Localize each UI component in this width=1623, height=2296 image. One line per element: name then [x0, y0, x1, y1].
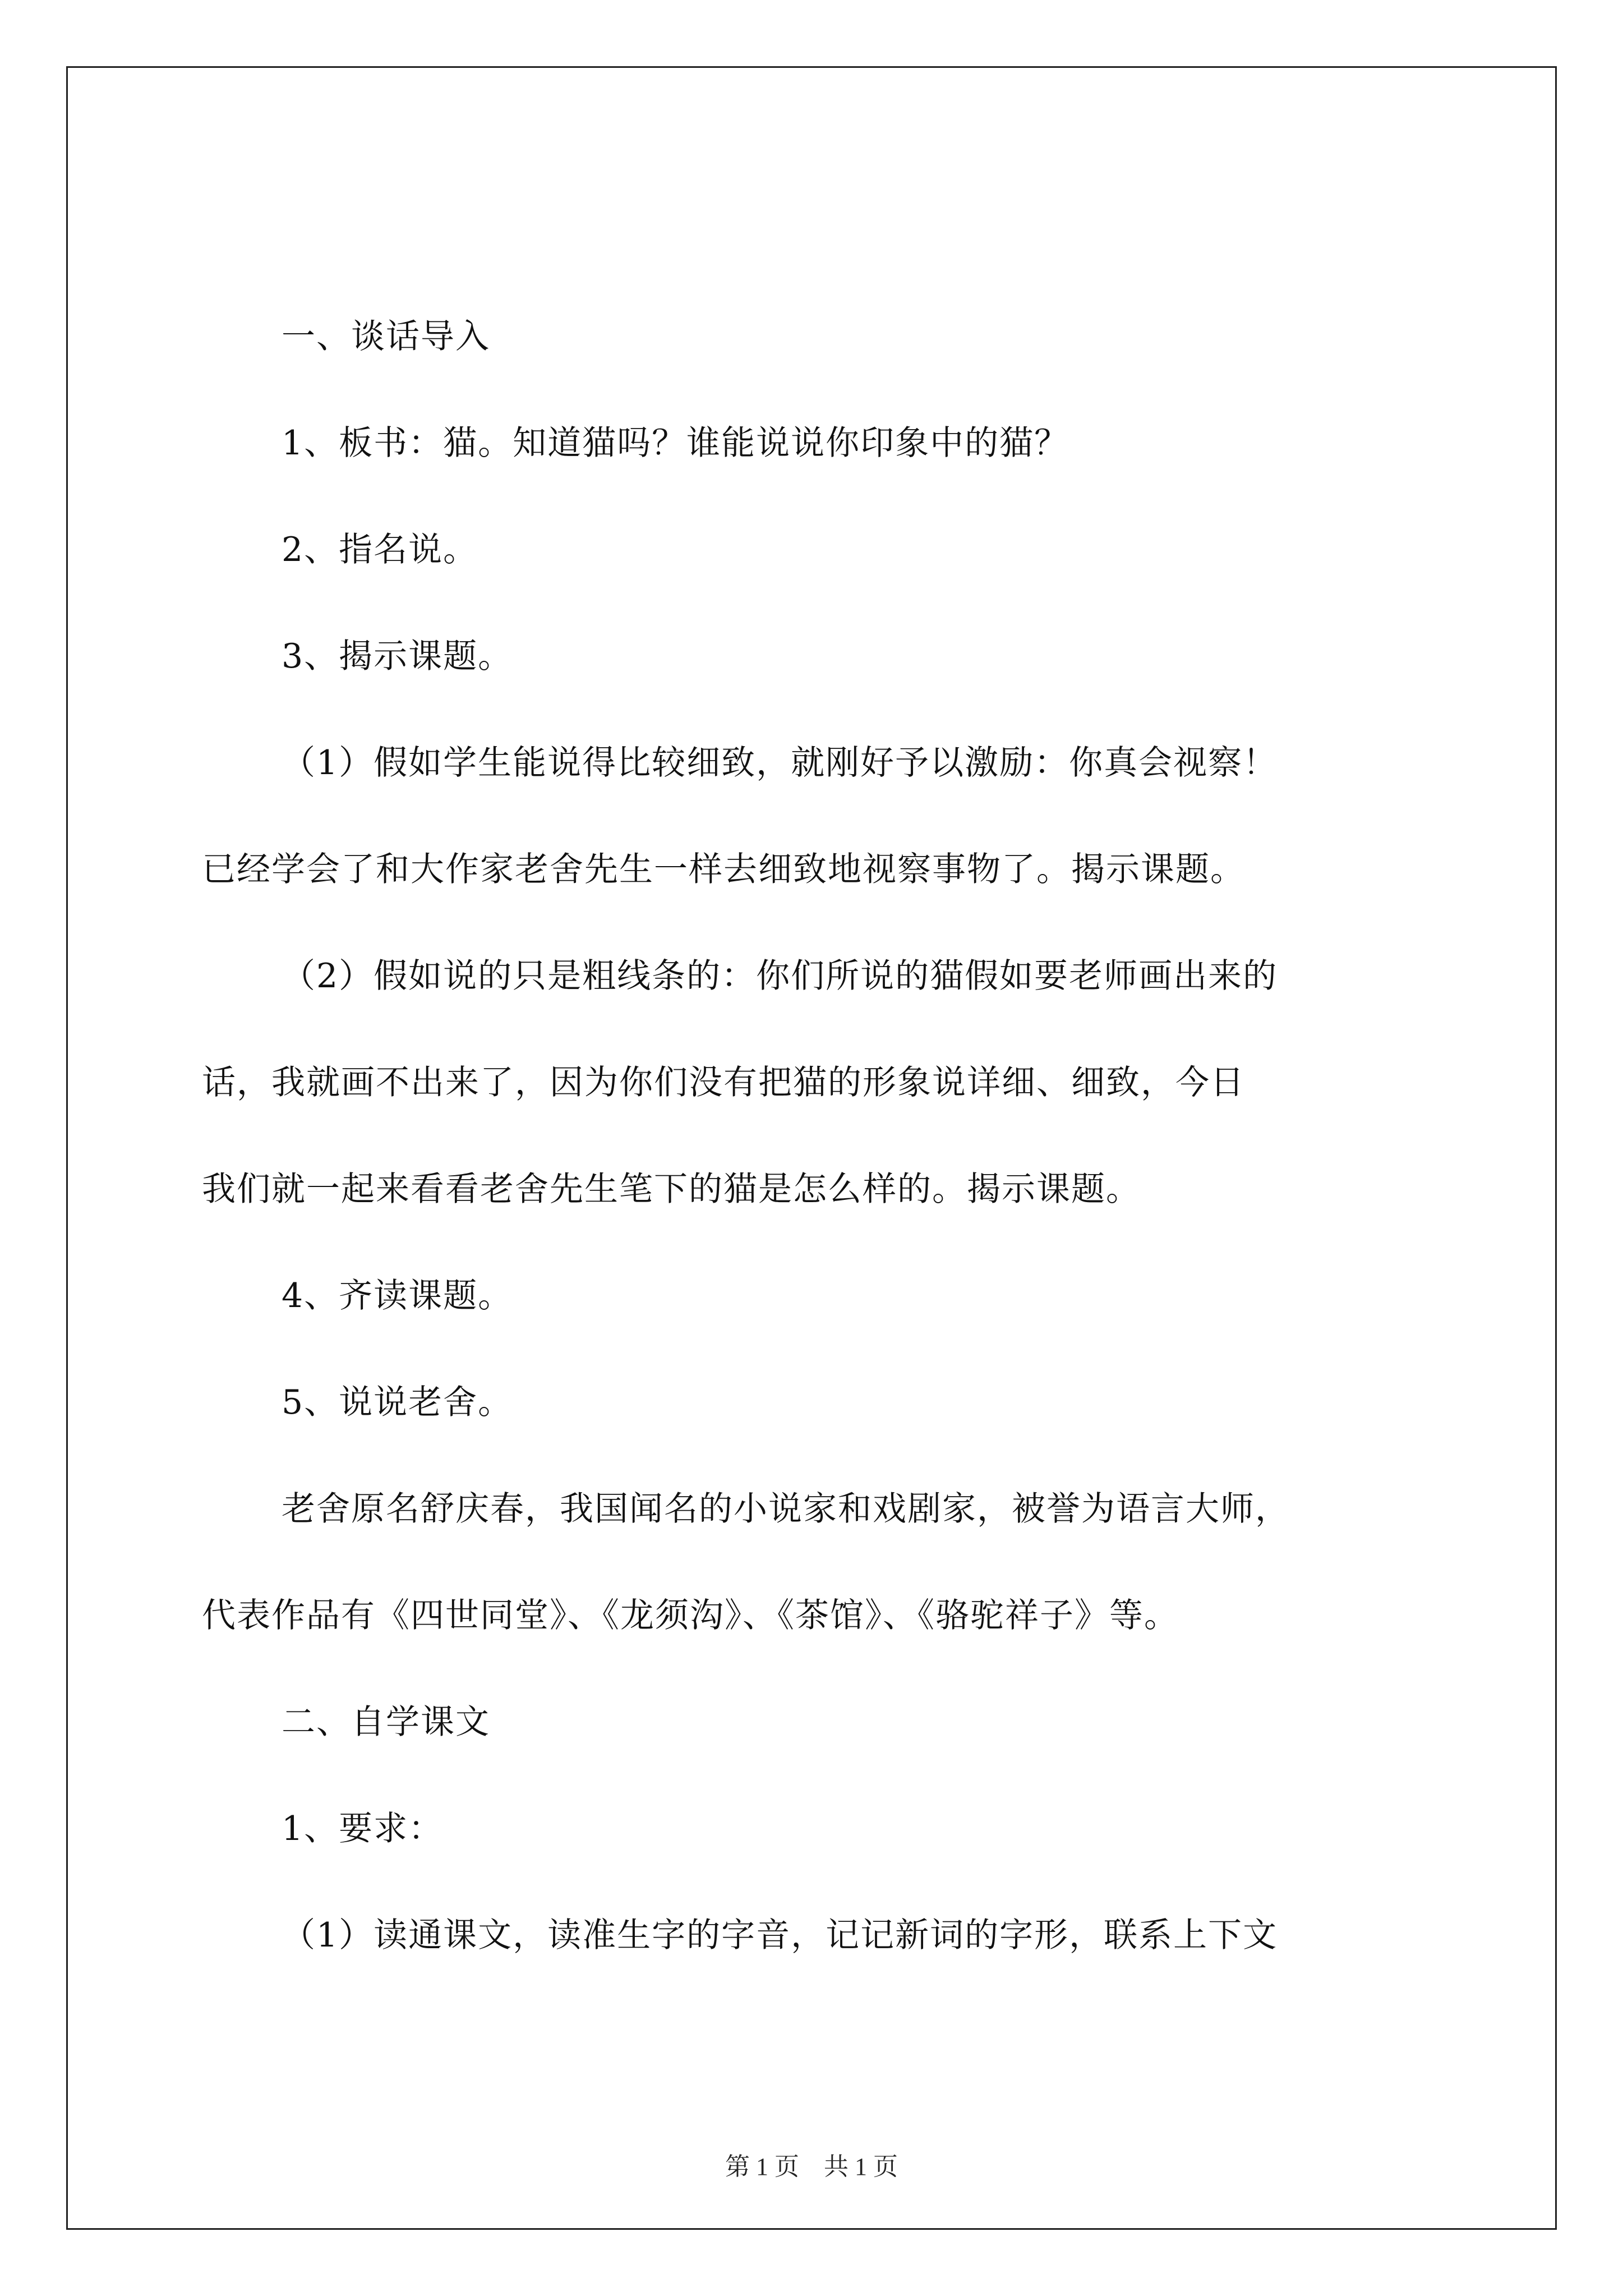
page-footer: 第 1 页 共 1 页: [725, 2153, 898, 2180]
paragraph-requirements: 1、要求：: [282, 1809, 444, 1848]
paragraph-sub-2-line-1: （2）假如说的只是粗线条的：你们所说的猫假如要老师画出来的: [282, 956, 1278, 996]
page-border: [66, 66, 1557, 2230]
paragraph-sub-2-line-3: 我们就一起来看看老舍先生笔下的猫是怎么样的。揭示课题。: [202, 1170, 1141, 1209]
paragraph-item-5: 5、说说老舍。: [282, 1383, 513, 1422]
paragraph-laoshe-line-1: 老舍原名舒庆春，我国闻名的小说家和戏剧家，被誉为语言大师，: [282, 1489, 1290, 1529]
section-heading-self-study: 二、自学课文: [282, 1703, 490, 1742]
section-heading-intro: 一、谈话导入: [282, 317, 490, 356]
paragraph-item-3: 3、揭示课题。: [282, 637, 513, 676]
paragraph-sub-1-line-1: （1）假如学生能说得比较细致，就刚好予以激励：你真会视察！: [282, 743, 1278, 783]
paragraph-sub-2-line-2: 话，我就画不出来了，因为你们没有把猫的形象说详细、细致，今日: [202, 1063, 1245, 1102]
paragraph-sub-1-line-2: 已经学会了和大作家老舍先生一样去细致地视察事物了。揭示课题。: [202, 850, 1245, 889]
paragraph-item-2: 2、指名说。: [282, 530, 478, 569]
paragraph-laoshe-line-2: 代表作品有《四世同堂》、《龙须沟》、《茶馆》、《骆驼祥子》等。: [202, 1596, 1179, 1635]
paragraph-item-4: 4、齐读课题。: [282, 1276, 513, 1315]
paragraph-req-1-line-1: （1）读通课文，读准生字的字音，记记新词的字形，联系上下文: [282, 1916, 1278, 1955]
paragraph-item-1: 1、板书：猫。知道猫吗？谁能说说你印象中的猫？: [282, 424, 1069, 463]
